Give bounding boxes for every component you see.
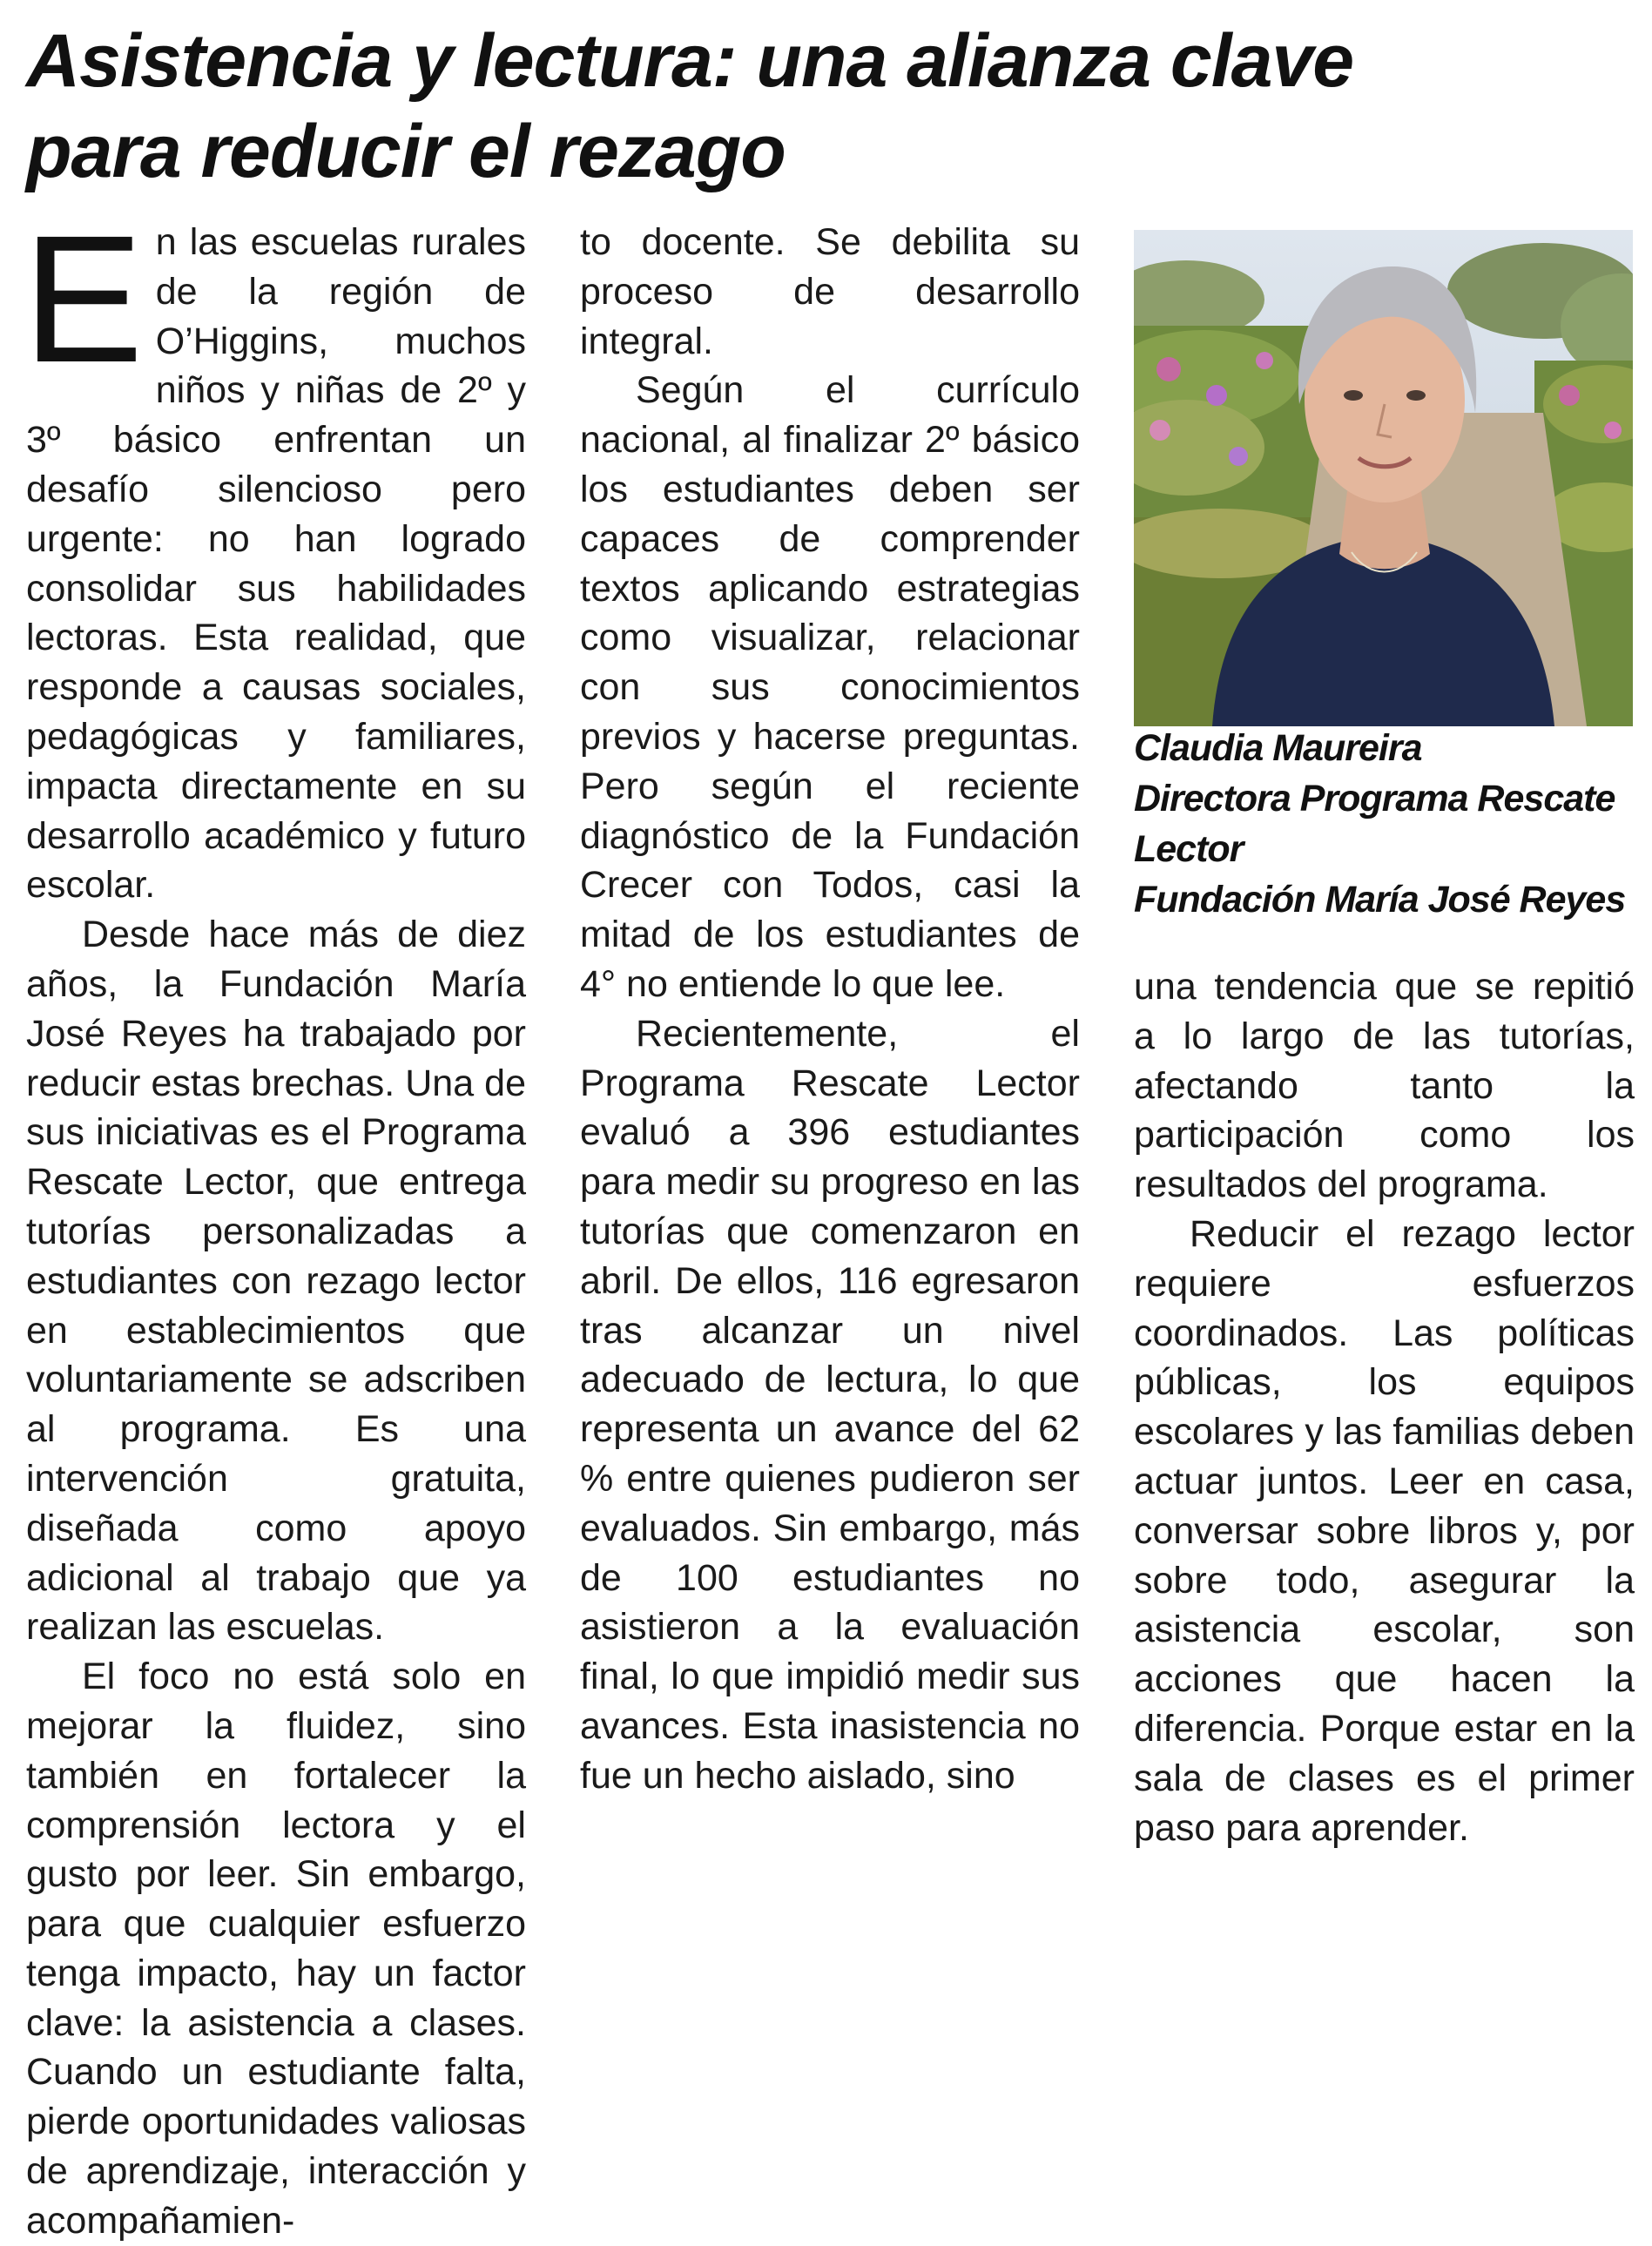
article-column-1: [23, 199, 526, 2246]
drop-cap: E: [23, 199, 144, 401]
paragraph: [23, 199, 526, 910]
headline: [26, 16, 1628, 197]
caption-name: Claudia Maureira: [1134, 727, 1422, 769]
paragraph: Recientemente, el Programa Rescate Lector evaluó a 396 estudiantes para medir su progreso en las tutorías que comenzaron en abril. De ellos, 116 egresaron tras alcanzar un nivel adecuado de lectura, lo que representa un avance del 62 % entre quienes pudieron ser evaluados. Sin embargo, más de 100 estudiantes no asistieron a la evaluación final, lo que impidió medir sus avances. Esta inasistencia no fue un hecho aislado, sino: [580, 1012, 1080, 1797]
caption-role-line-1: Directora Programa Rescate: [1134, 778, 1615, 819]
author-portrait-icon: [1134, 230, 1633, 726]
paragraph: una tendencia que se repitió a lo largo de las tutorías, afectando tanto la participación como los resultados del programa.: [1134, 966, 1635, 1206]
article-column-2: [580, 218, 1080, 1801]
caption-organization: Fundación María José Reyes: [1134, 879, 1626, 921]
article-column-3: [1134, 962, 1635, 1852]
paragraph: Según el currículo nacional, al finalizar 2º básico los estudiantes deben ser capaces de comprender textos aplicando estrategias como visualizar, relacionar con sus conocimientos previos y hacerse preguntas. Pero según el reciente diagnóstico de la Fundación Crecer con Todos, casi la mitad de los estudiantes de 4° no entiende lo que lee.: [580, 369, 1080, 1005]
headline-line-1: Asistencia y lectura: una alianza clave: [26, 19, 1354, 103]
paragraph: Reducir el rezago lector requiere esfuerzos coordinados. Las políticas públicas, los equipos escolares y las familias deben actuar juntos. Leer en casa, conversar sobre libros y, por sobre todo, asegurar la asistencia escolar, son acciones que hacen la diferencia. Porque estar en la sala de clases es el primer paso para aprender.: [1134, 1212, 1635, 1849]
paragraph: El foco no está solo en mejorar la fluidez, sino también en fortalecer la comprensión lectora y el gusto por leer. Sin embargo, para que cualquier esfuerzo tenga impacto, hay un factor clave: la asistencia a clases. Cuando un estudiante falta, pierde oportunidades valiosas de aprendizaje, interacción y acompañamien-: [26, 1656, 526, 2242]
headline-line-2: para reducir el rezago: [26, 110, 786, 193]
paragraph-text: n las escuelas rurales de la región de O’Higgins, muchos niños y niñas de 2º y 3º básico enfrentan un desafío silencioso pero urgente: no han logrado consolidar sus habilidades lectoras. Esta realidad, que responde a causas sociales, pedagógicas y familiares, impacta directamente en su desarrollo académico y futuro escolar.: [26, 221, 526, 907]
paragraph: to docente. Se debilita su proceso de desarrollo integral.: [580, 221, 1080, 362]
photo-caption: [1134, 723, 1639, 925]
caption-role-line-2: Lector: [1134, 828, 1244, 870]
paragraph: Desde hace más de diez años, la Fundación María José Reyes ha trabajado por reducir estas brechas. Una de sus iniciativas es el Programa Rescate Lector, que entrega tutorías personalizadas a estudiantes con rezago lector en establecimientos que voluntariamente se adscriben al programa. Es una intervención gratuita, diseñada como apoyo adicional al trabajo que ya realizan las escuelas.: [26, 914, 526, 1649]
author-photo: [1134, 230, 1633, 726]
